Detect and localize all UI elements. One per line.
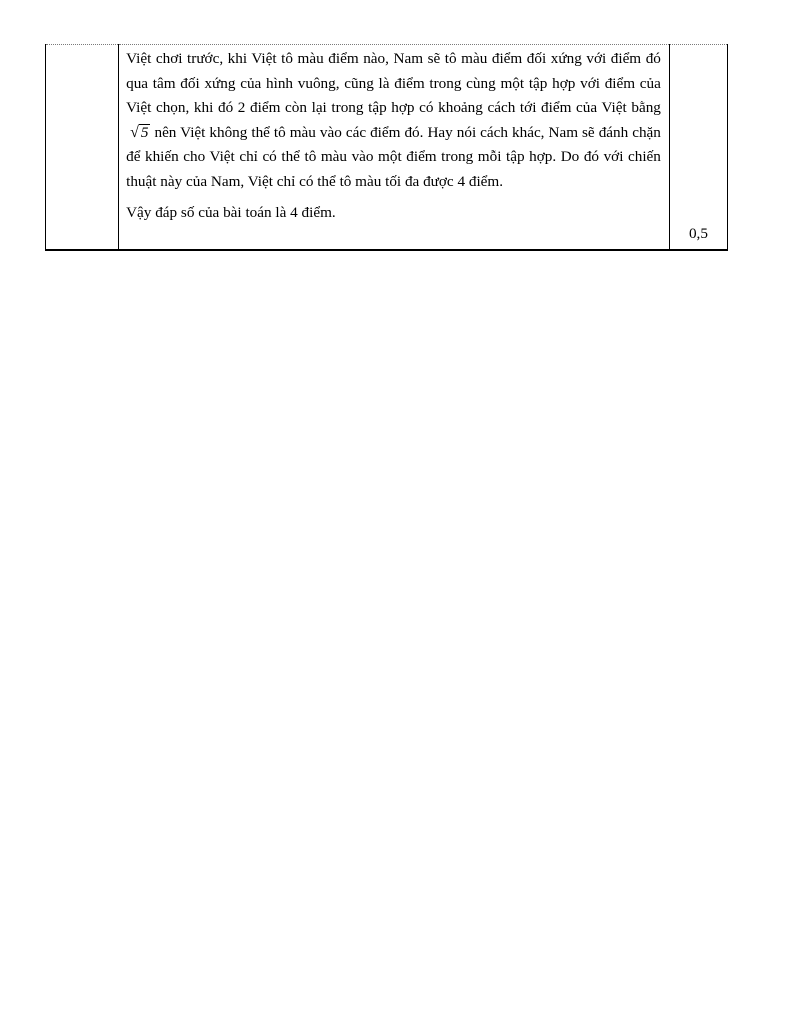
answer-conclusion: Vậy đáp số của bài toán là 4 điểm. <box>126 204 336 221</box>
solution-content-cell <box>119 45 670 251</box>
solution-paragraph <box>126 47 661 201</box>
score-cell: 0,5 <box>669 45 727 251</box>
question-number-cell <box>46 45 119 251</box>
table-row <box>46 45 728 251</box>
sqrt-five-formula <box>130 121 150 146</box>
grading-table <box>45 44 728 251</box>
sqrt-radicand: 5 <box>140 123 149 141</box>
sqrt-sign: √ <box>130 123 139 141</box>
solution-text-after-sqrt: nên Việt không thể tô màu vào các điểm đó. Hay nói cách khác, Nam sẽ đánh chặn để khiến cho Việt chỉ có thể tô màu vào một điểm trong mỗi tập hợp. Do đó với chiến thuật này của Nam, Việt chỉ có thể tô màu tối đa được 4 điểm. <box>126 123 661 190</box>
solution-text-before-sqrt: Việt chơi trước, khi Việt tô màu điểm nào, Nam sẽ tô màu điểm đối xứng với điểm đó qua tâm đối xứng của hình vuông, cũng là điểm trong cùng một tập hợp với điểm của Việt chọn, khi đó 2 điểm còn lại trong tập hợp có khoảng cách tới điểm của Việt bằng <box>126 50 661 116</box>
